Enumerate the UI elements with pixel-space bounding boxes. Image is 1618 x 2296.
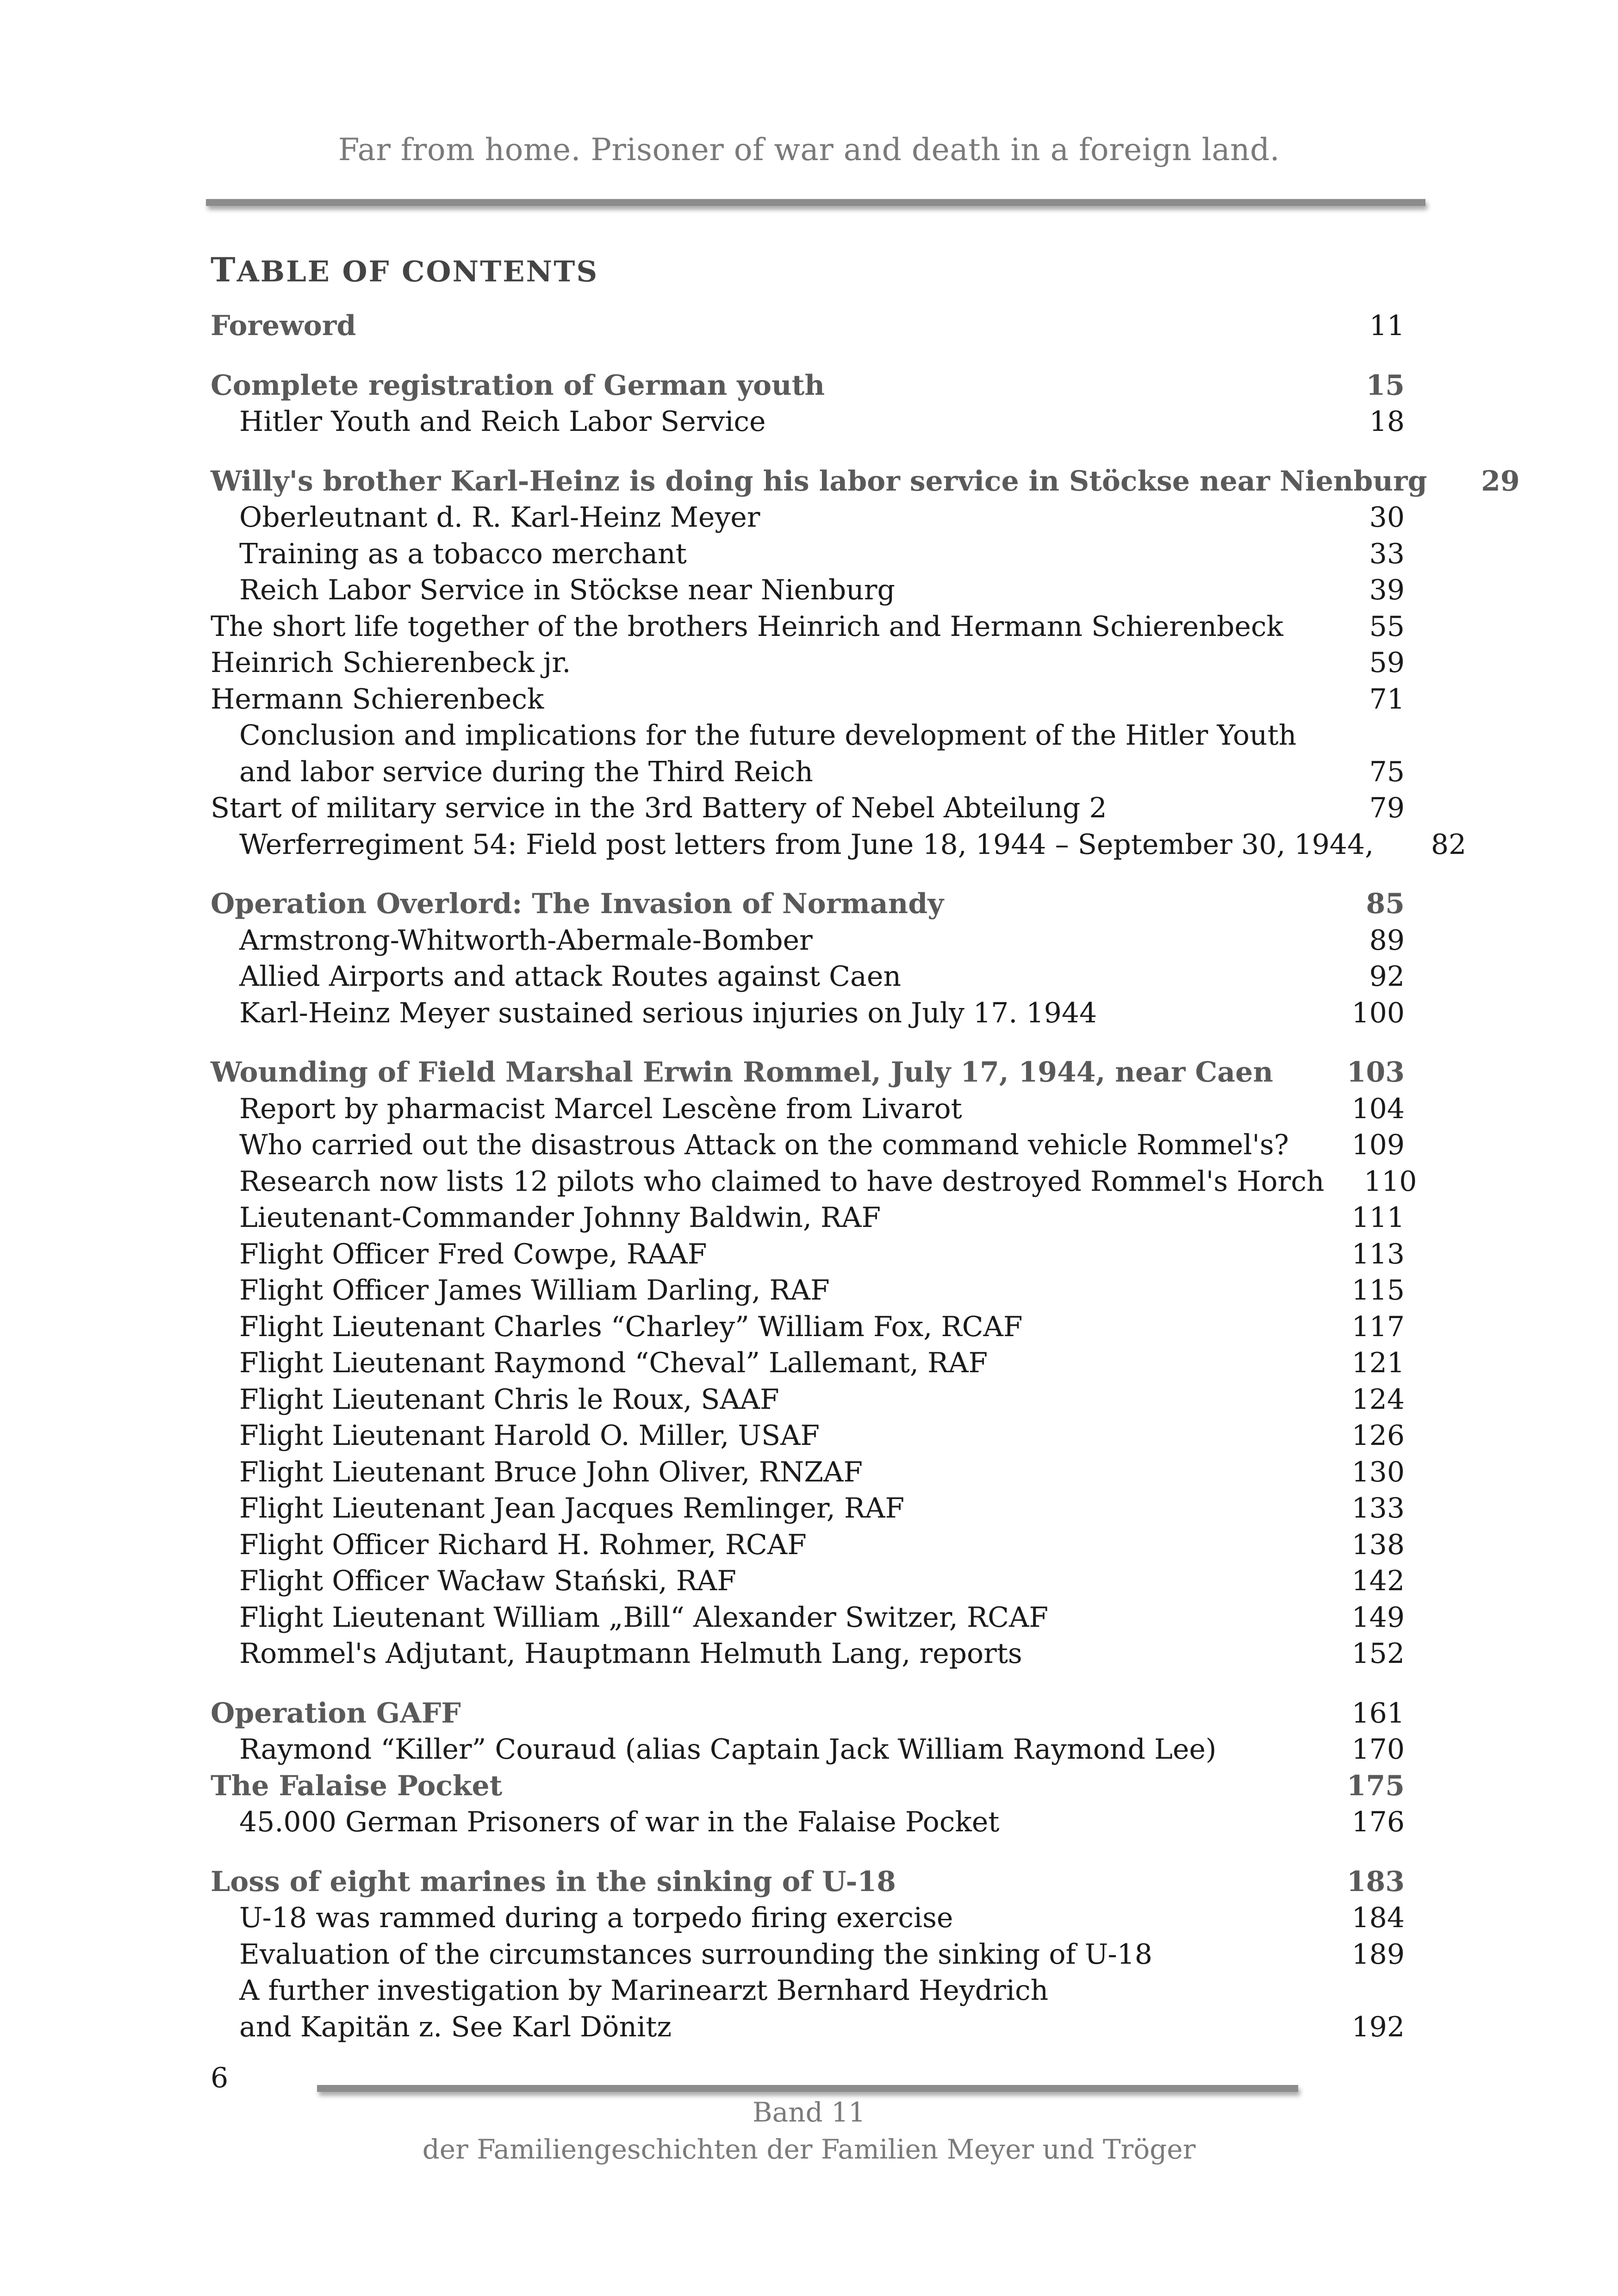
- footer-volume: Band 11: [753, 2097, 865, 2128]
- toc-entry-page: 130: [1351, 1456, 1405, 1488]
- toc-entry-title: Raymond “Killer” Couraud (alias Captain Jack William Raymond Lee): [239, 1733, 1217, 1766]
- toc-entry-title: Lieutenant-Commander Johnny Baldwin, RAF: [239, 1201, 881, 1234]
- toc-entry-title: U-18 was rammed during a torpedo firing exercise: [239, 1902, 953, 1934]
- section-gap: [211, 1672, 1405, 1695]
- toc-entry-page: 113: [1351, 1238, 1405, 1270]
- toc-entry[interactable]: [211, 1164, 1417, 1200]
- toc-entry-title: Complete registration of German youth: [211, 369, 825, 402]
- toc-entry[interactable]: [211, 1200, 1405, 1236]
- toc-heading: [211, 250, 598, 289]
- toc-entry[interactable]: [211, 499, 1405, 536]
- toc-entry-title: and Kapitän z. See Karl Dönitz: [239, 2010, 672, 2043]
- section-gap: [211, 863, 1405, 886]
- toc-entry-page: 175: [1346, 1769, 1405, 1802]
- toc-entry-page: 29: [1481, 465, 1520, 498]
- toc-entry-title: Flight Lieutenant Chris le Roux, SAAF: [239, 1383, 779, 1416]
- toc-entry-title: Operation GAFF: [211, 1697, 461, 1730]
- toc-entry-title: The short life together of the brothers Heinrich and Hermann Schierenbeck: [211, 610, 1283, 643]
- toc-entry[interactable]: [211, 1490, 1405, 1527]
- toc-entry-title: Heinrich Schierenbeck jr.: [211, 647, 571, 679]
- toc-entry[interactable]: [211, 1804, 1405, 1841]
- toc-entry-page: 59: [1369, 647, 1405, 679]
- toc-entry-title: The Falaise Pocket: [211, 1769, 503, 1802]
- toc-entry[interactable]: [211, 1345, 1405, 1381]
- toc-entry-title: Flight Lieutenant Charles “Charley” William Fox, RCAF: [239, 1310, 1023, 1343]
- toc-entry[interactable]: [211, 536, 1405, 572]
- toc-entry-title: A further investigation by Marinearzt Bernhard Heydrich: [239, 1974, 1049, 2007]
- toc-entry[interactable]: [211, 717, 1405, 790]
- toc-entry-page: 161: [1351, 1697, 1405, 1730]
- section-gap: [211, 1031, 1405, 1054]
- toc-entry[interactable]: [211, 1731, 1405, 1768]
- toc-entry-page: 39: [1369, 574, 1405, 606]
- toc-entry[interactable]: [211, 995, 1405, 1032]
- toc-entry-page: 152: [1351, 1637, 1405, 1670]
- toc-entry-title: Operation Overlord: The Invasion of Normandy: [211, 888, 944, 920]
- toc-chapter-entry[interactable]: [211, 308, 1405, 344]
- toc-entry-page: 133: [1351, 1492, 1405, 1524]
- toc-entry[interactable]: [211, 572, 1405, 609]
- toc-entry-page: 85: [1366, 888, 1405, 920]
- toc-entry-page: 138: [1351, 1528, 1405, 1561]
- toc-entry-page: 189: [1351, 1938, 1405, 1971]
- toc-entry[interactable]: [211, 1563, 1405, 1599]
- toc-entry[interactable]: [211, 1454, 1405, 1491]
- toc-entry[interactable]: [211, 922, 1405, 959]
- toc-chapter-entry[interactable]: [211, 886, 1405, 922]
- toc-entry-title: Werferregiment 54: Field post letters from June 18, 1944 – September 30, 1944,: [239, 828, 1374, 861]
- toc-entry-page: 184: [1351, 1902, 1405, 1934]
- footer-divider: [317, 2085, 1298, 2092]
- toc-heading-rest: ABLE OF CONTENTS: [236, 255, 599, 288]
- toc-entry-title: Flight Lieutenant Bruce John Oliver, RNZAF: [239, 1456, 863, 1488]
- toc-entry-title: Allied Airports and attack Routes against Caen: [239, 960, 901, 993]
- toc-entry[interactable]: [211, 1636, 1405, 1672]
- toc-entry-title: Wounding of Field Marshal Erwin Rommel, July 17, 1944, near Caen: [211, 1056, 1273, 1089]
- toc-entry[interactable]: [211, 1527, 1405, 1563]
- toc-entry-page: 124: [1351, 1383, 1405, 1416]
- toc-entry-page: 192: [1351, 2010, 1405, 2043]
- toc-entry-page: 115: [1351, 1274, 1405, 1307]
- toc-chapter-entry[interactable]: [211, 463, 1520, 500]
- toc-entry-page: 71: [1369, 683, 1405, 716]
- toc-entry-title: Rommel's Adjutant, Hauptmann Helmuth Lang, reports: [239, 1637, 1022, 1670]
- toc-entry-title: Foreword: [211, 310, 356, 342]
- toc-entry[interactable]: [211, 2009, 1405, 2046]
- toc-entry-page: 30: [1369, 501, 1405, 534]
- toc-entry-page: 92: [1369, 960, 1405, 993]
- toc-entry-page: 18: [1369, 405, 1405, 438]
- toc-entry[interactable]: [211, 1272, 1405, 1309]
- page-number: 6: [211, 2062, 229, 2094]
- toc-entry-title: Loss of eight marines in the sinking of U-18: [211, 1865, 896, 1898]
- toc-entry-title: Start of military service in the 3rd Battery of Nebel Abteilung 2: [211, 792, 1107, 824]
- toc-entry[interactable]: [211, 827, 1467, 863]
- toc-entry[interactable]: [211, 609, 1405, 645]
- toc-entry[interactable]: [211, 1900, 1405, 1936]
- toc-entry[interactable]: [211, 645, 1405, 681]
- toc-entry-title: Flight Officer Fred Cowpe, RAAF: [239, 1238, 707, 1270]
- toc-entry-title: Conclusion and implications for the future development of the Hitler Youth and labor service during the Third Reich: [239, 719, 1297, 788]
- toc-entry-page: 55: [1369, 610, 1405, 643]
- toc-entry-title: Training as a tobacco merchant: [239, 537, 687, 570]
- toc-entry-page: 121: [1351, 1347, 1405, 1379]
- toc-chapter-entry[interactable]: [211, 1864, 1405, 1900]
- toc-entry-page: 111: [1351, 1201, 1405, 1234]
- toc-entry-page: 126: [1351, 1419, 1405, 1452]
- toc-entry-title: Karl-Heinz Meyer sustained serious injuries on July 17. 1944: [239, 996, 1097, 1029]
- toc-entry-title: Evaluation of the circumstances surrounding the sinking of U-18: [239, 1938, 1152, 1971]
- toc-entry-title: Flight Officer Wacław Stański, RAF: [239, 1565, 736, 1597]
- toc-entry-page: 149: [1351, 1601, 1405, 1634]
- toc-entry-title: Flight Officer James William Darling, RAF: [239, 1274, 830, 1307]
- running-header-title: Far from home. Prisoner of war and death in a foreign land.: [338, 132, 1280, 168]
- toc-entry-title: Flight Officer Richard H. Rohmer, RCAF: [239, 1528, 807, 1561]
- toc-entry-page: 117: [1351, 1310, 1405, 1343]
- toc-entry-title: Hermann Schierenbeck: [211, 683, 544, 716]
- toc-entry[interactable]: [211, 1381, 1405, 1418]
- toc-entry-page: 103: [1346, 1056, 1405, 1089]
- toc-entry-page: 110: [1363, 1165, 1417, 1198]
- toc-entry-title: Who carried out the disastrous Attack on the command vehicle Rommel's?: [239, 1129, 1289, 1161]
- toc-entry[interactable]: [211, 681, 1405, 718]
- toc-entry-page: 11: [1369, 310, 1405, 342]
- toc-entry-page: 15: [1366, 369, 1405, 402]
- toc-entry[interactable]: [211, 1972, 1405, 2009]
- toc-entry[interactable]: [211, 1418, 1405, 1454]
- toc-heading-initial: T: [211, 250, 237, 289]
- toc-entry[interactable]: [211, 1936, 1405, 1973]
- toc-entry-page: 183: [1346, 1865, 1405, 1898]
- toc-chapter-entry[interactable]: [211, 1768, 1405, 1804]
- toc-entry-page: 109: [1351, 1129, 1405, 1161]
- toc-entry[interactable]: [211, 790, 1405, 827]
- toc-entry-page: 100: [1351, 996, 1405, 1029]
- toc-entry-page: 142: [1351, 1565, 1405, 1597]
- toc-entry-title: Research now lists 12 pilots who claimed to have destroyed Rommel's Horch: [239, 1165, 1325, 1198]
- toc-entry-page: 82: [1431, 828, 1467, 861]
- toc-entry[interactable]: [211, 1127, 1405, 1164]
- toc-chapter-entry[interactable]: [211, 1054, 1405, 1091]
- toc-chapter-entry[interactable]: [211, 367, 1405, 404]
- section-gap: [211, 440, 1405, 463]
- toc-entry[interactable]: [211, 1309, 1405, 1345]
- toc-entry-page: 79: [1369, 792, 1405, 824]
- toc-entry-title: Hitler Youth and Reich Labor Service: [239, 405, 766, 438]
- toc-entry-page: 170: [1351, 1733, 1405, 1766]
- toc-entry[interactable]: [211, 1091, 1405, 1127]
- toc-entry[interactable]: [211, 1599, 1405, 1636]
- toc-chapter-entry[interactable]: [211, 1695, 1405, 1732]
- section-gap: [211, 344, 1405, 367]
- toc-entry-title: Flight Lieutenant Raymond “Cheval” Lallemant, RAF: [239, 1347, 988, 1379]
- toc-entry-title: Flight Lieutenant William „Bill“ Alexander Switzer, RCAF: [239, 1601, 1048, 1634]
- toc-entry-title: Report by pharmacist Marcel Lescène from Livarot: [239, 1092, 962, 1125]
- toc-entry[interactable]: [211, 958, 1405, 995]
- toc-entry-page: 89: [1369, 924, 1405, 957]
- toc-entry-title: 45.000 German Prisoners of war in the Falaise Pocket: [239, 1806, 1000, 1838]
- footer-series-title: der Familiengeschichten der Familien Meyer und Tröger: [422, 2134, 1196, 2165]
- toc-entry-title: Armstrong-Whitworth-Abermale-Bomber: [239, 924, 813, 957]
- toc-entry-title: Reich Labor Service in Stöckse near Nienburg: [239, 574, 895, 606]
- toc-entry-title: Willy's brother Karl-Heinz is doing his labor service in Stöckse near Nienburg: [211, 465, 1427, 498]
- toc-entry-title: Flight Lieutenant Jean Jacques Remlinger, RAF: [239, 1492, 905, 1524]
- toc-entry-page: 176: [1351, 1806, 1405, 1838]
- toc-entry-title: Flight Lieutenant Harold O. Miller, USAF: [239, 1419, 820, 1452]
- table-of-contents: [211, 308, 1520, 2045]
- section-gap: [211, 1841, 1405, 1864]
- toc-entry[interactable]: [211, 404, 1405, 440]
- toc-entry-title: Oberleutnant d. R. Karl-Heinz Meyer: [239, 501, 760, 534]
- toc-entry[interactable]: [211, 1236, 1405, 1273]
- header-divider: [206, 199, 1425, 206]
- toc-entry-page: 75: [1369, 755, 1405, 788]
- toc-entry-page: 104: [1351, 1092, 1405, 1125]
- toc-entry-page: 33: [1369, 537, 1405, 570]
